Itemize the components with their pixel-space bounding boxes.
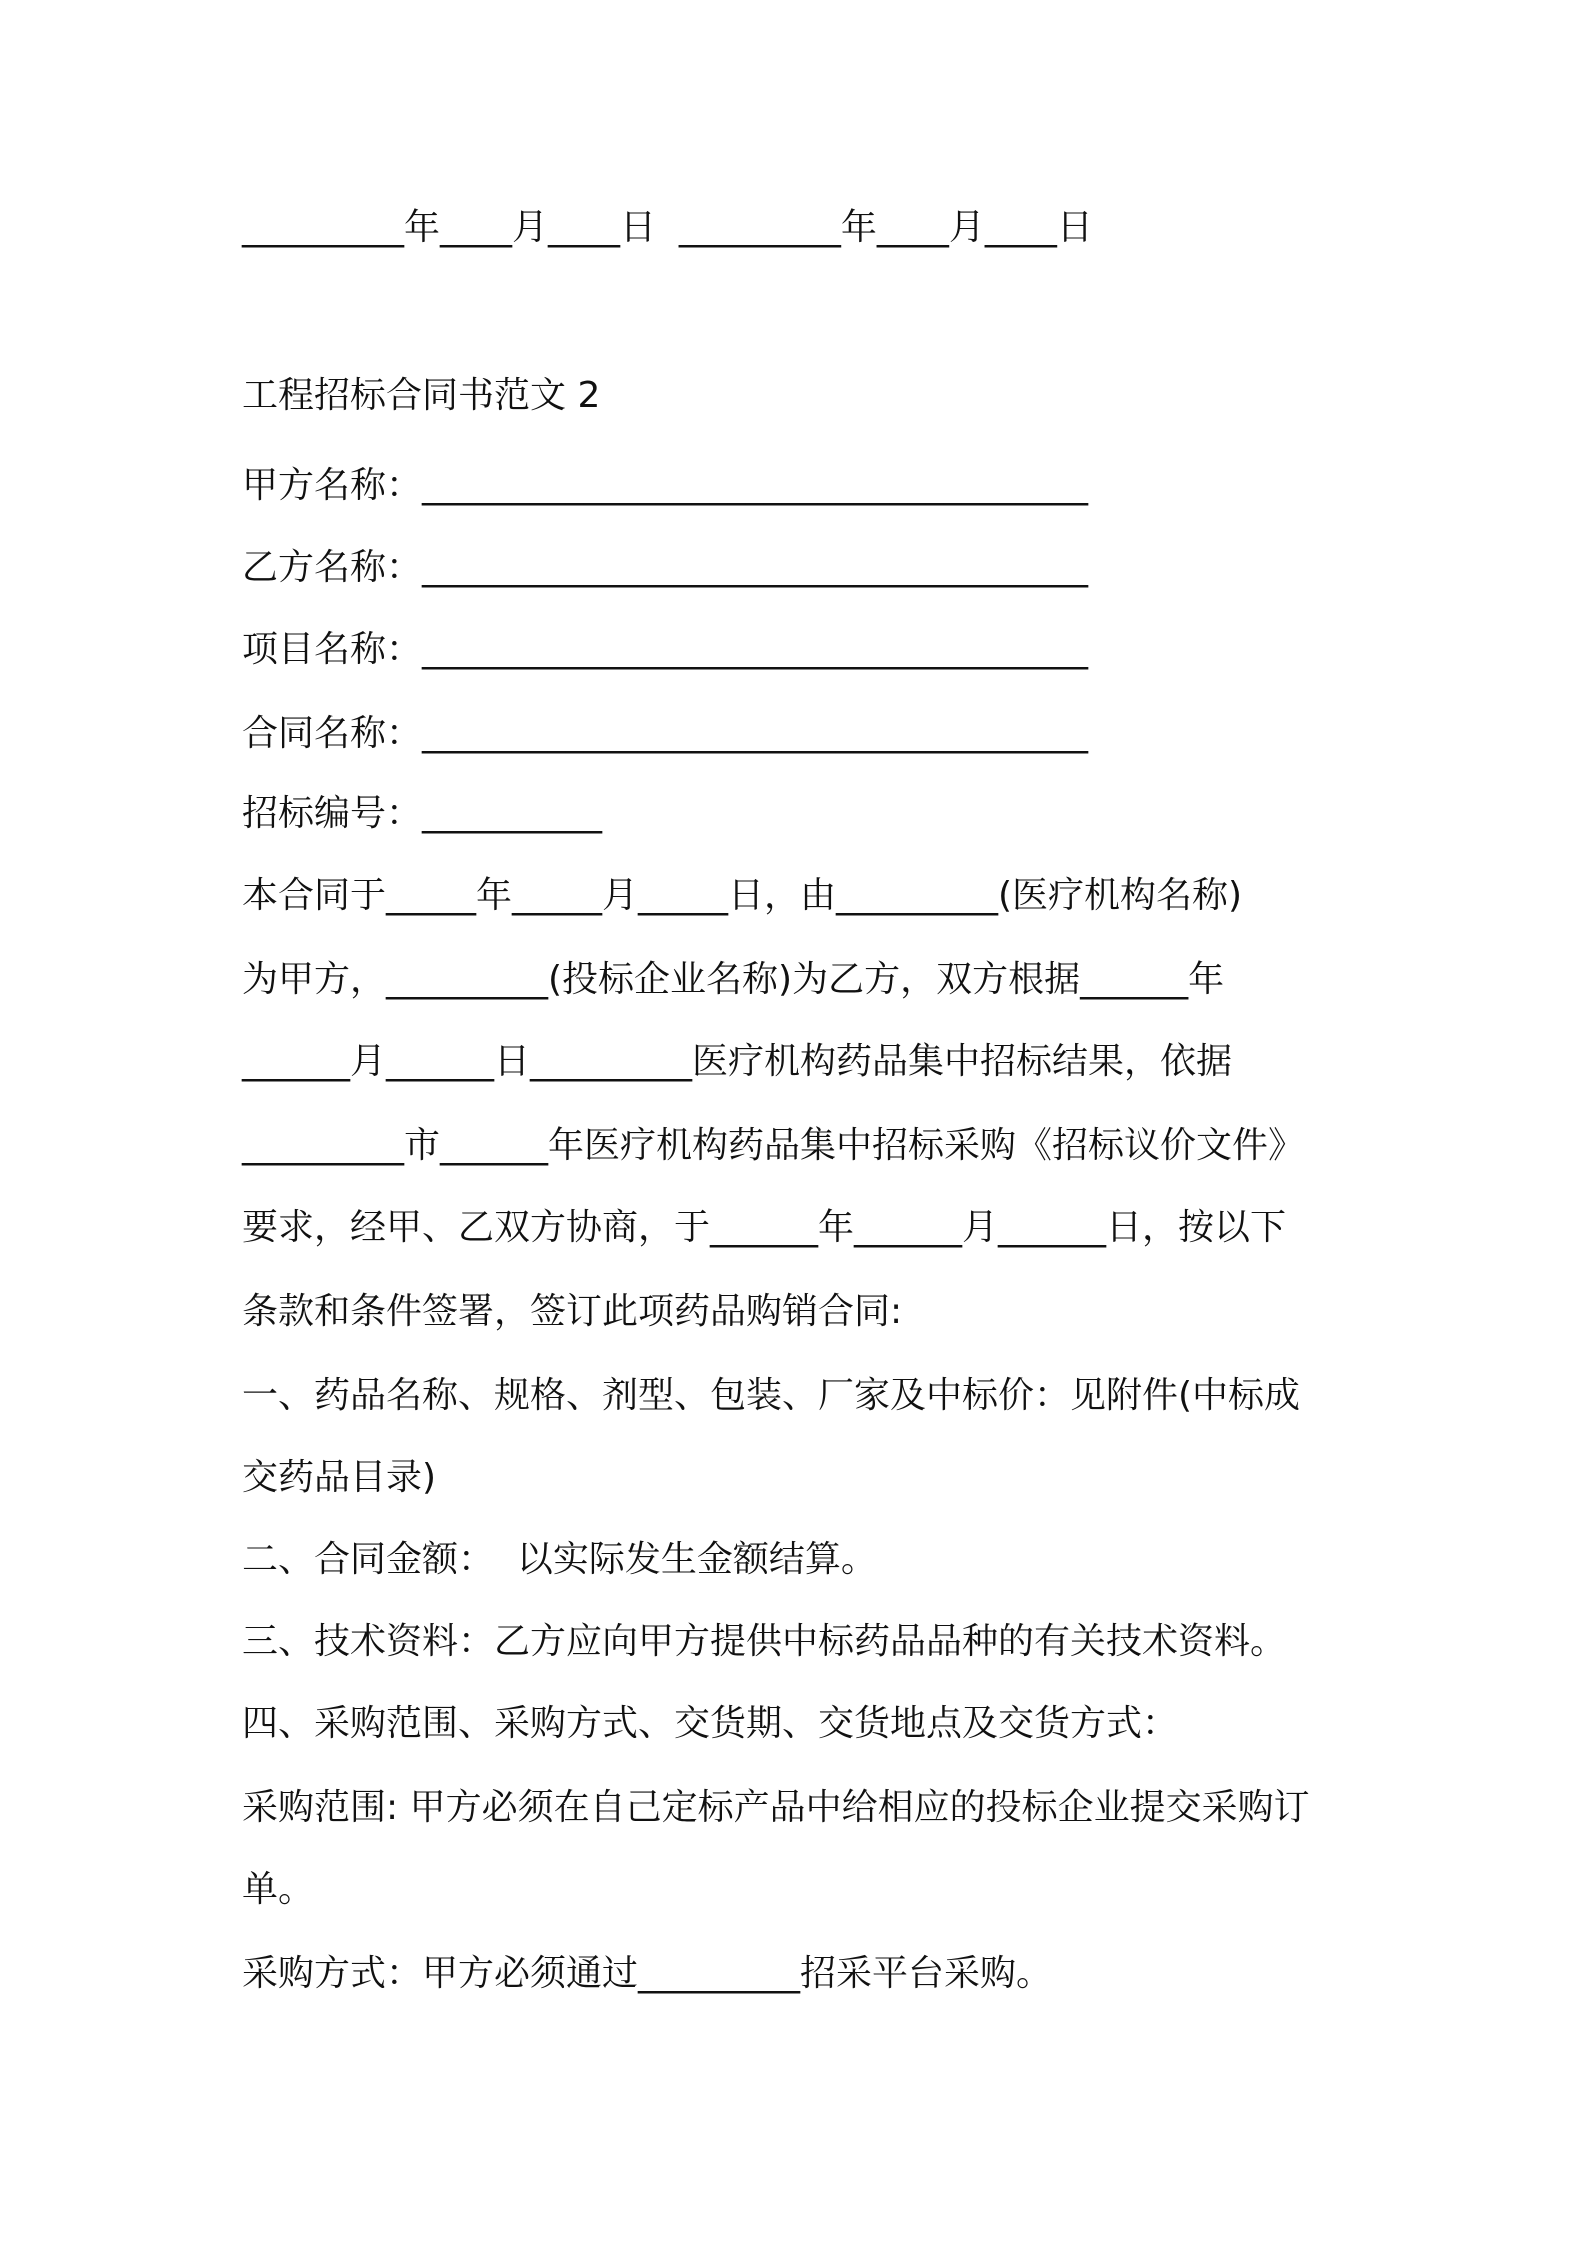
document-title: 工程招标合同书范文 2 [242, 375, 601, 416]
paragraph-line: 条款和条件签署，签订此项药品购销合同: [242, 1291, 903, 1332]
paragraph-line: 为甲方，_________(投标企业名称)为乙方，双方根据______年 [242, 959, 1225, 1000]
purchase-method: 采购方式：甲方必须通过_________招采平台采购。 [242, 1953, 1053, 1994]
contract-name-field: 合同名称：_____________________________________ [242, 713, 1089, 754]
clause-two: 二、合同金额： 以实际发生金额结算。 [242, 1539, 877, 1580]
clause-three: 三、技术资料：乙方应向甲方提供中标药品品种的有关技术资料。 [242, 1621, 1287, 1662]
clause-four: 四、采购范围、采购方式、交货期、交货地点及交货方式： [242, 1703, 1179, 1744]
clause-one-continued: 交药品目录) [242, 1457, 437, 1498]
paragraph-line: _________市______年医疗机构药品集中招标采购《招标议价文件》 [242, 1125, 1305, 1166]
bid-number-field: 招标编号：__________ [242, 793, 603, 834]
purchase-scope-continued: 单。 [242, 1869, 315, 1910]
party-a-name-field: 甲方名称：_____________________________________ [242, 465, 1089, 506]
paragraph-line: 本合同于_____年_____月_____日，由_________(医疗机构名称) [242, 875, 1243, 916]
paragraph-line: 要求，经甲、乙双方协商，于______年______月______日，按以下 [242, 1207, 1287, 1248]
paragraph-line: ______月______日_________医疗机构药品集中招标结果，依据 [242, 1041, 1233, 1082]
clause-one: 一、药品名称、规格、剂型、包装、厂家及中标价：见附件(中标成 [242, 1375, 1301, 1416]
purchase-scope: 采购范围: 甲方必须在自己定标产品中给相应的投标企业提交采购订 [242, 1787, 1310, 1828]
signature-date-line: _________年____月____日 _________年____月____日 [242, 207, 1093, 248]
party-b-name-field: 乙方名称：_____________________________________ [242, 547, 1089, 588]
project-name-field: 项目名称：_____________________________________ [242, 629, 1089, 670]
